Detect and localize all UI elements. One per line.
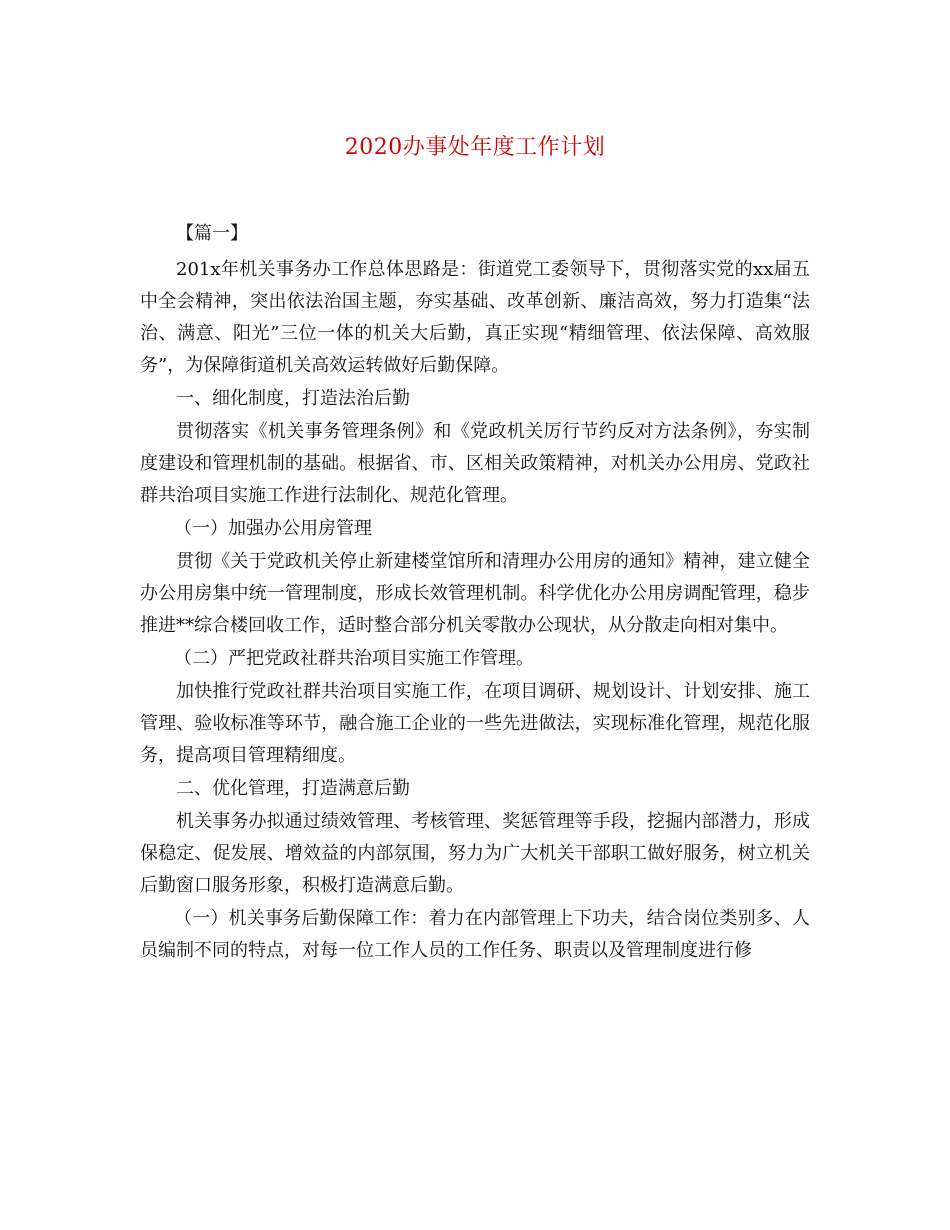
paragraph-overview: 201x年机关事务办工作总体思路是：街道党工委领导下，贯彻落实党的xx届五中全会精神，突出依法治国主题，夯实基础、改革创新、廉洁高效，努力打造集“法治、满意、阳光”三位一体的机关大后勤，真正实现“精细管理、依法保障、高效服务”，为保障街道机关高效运转做好后勤保障。 xyxy=(140,259,810,376)
section-marker: 【篇一】 xyxy=(176,223,248,244)
paragraph-1-1: 贯彻《关于党政机关停止新建楼堂馆所和清理办公用房的通知》精神，建立健全办公用房集中统一管理制度，形成长效管理机制。科学优化办公用房调配管理，稳步推进**综合楼回收工作，适时整合部分机关零散办公现状，从分散走向相对集中。 xyxy=(140,551,810,636)
document-title: 2020办事处年度工作计划 xyxy=(344,135,606,160)
paragraph-1: 贯彻落实《机关事务管理条例》和《党政机关厉行节约反对方法条例》，夯实制度建设和管理机制的基础。根据省、市、区相关政策精神，对机关办公用房、党政社群共治项目实施工作进行法制化、规范化管理。 xyxy=(140,421,810,506)
heading-2: 二、优化管理，打造满意后勤 xyxy=(176,778,410,799)
document-body xyxy=(140,218,810,968)
paragraph-2: 机关事务办拟通过绩效管理、考核管理、奖惩管理等手段，挖掘内部潜力，形成保稳定、促发展、增效益的内部氛围，努力为广大机关干部职工做好服务，树立机关后勤窗口服务形象，积极打造满意后勤。 xyxy=(140,811,810,896)
paragraph-1-2: 加快推行党政社群共治项目实施工作，在项目调研、规划设计、计划安排、施工管理、验收标准等环节，融合施工企业的一些先进做法，实现标准化管理，规范化服务，提高项目管理精细度。 xyxy=(140,681,810,766)
subheading-1-2: （二）严把党政社群共治项目实施工作管理。 xyxy=(174,648,534,669)
paragraph-2-1: （一）机关事务后勤保障工作：着力在内部管理上下功夫，结合岗位类别多、人员编制不同的特点，对每一位工作人员的工作任务、职责以及管理制度进行修 xyxy=(140,908,810,961)
heading-1: 一、细化制度，打造法治后勤 xyxy=(176,388,410,409)
subheading-1-1: （一）加强办公用房管理 xyxy=(174,518,372,539)
